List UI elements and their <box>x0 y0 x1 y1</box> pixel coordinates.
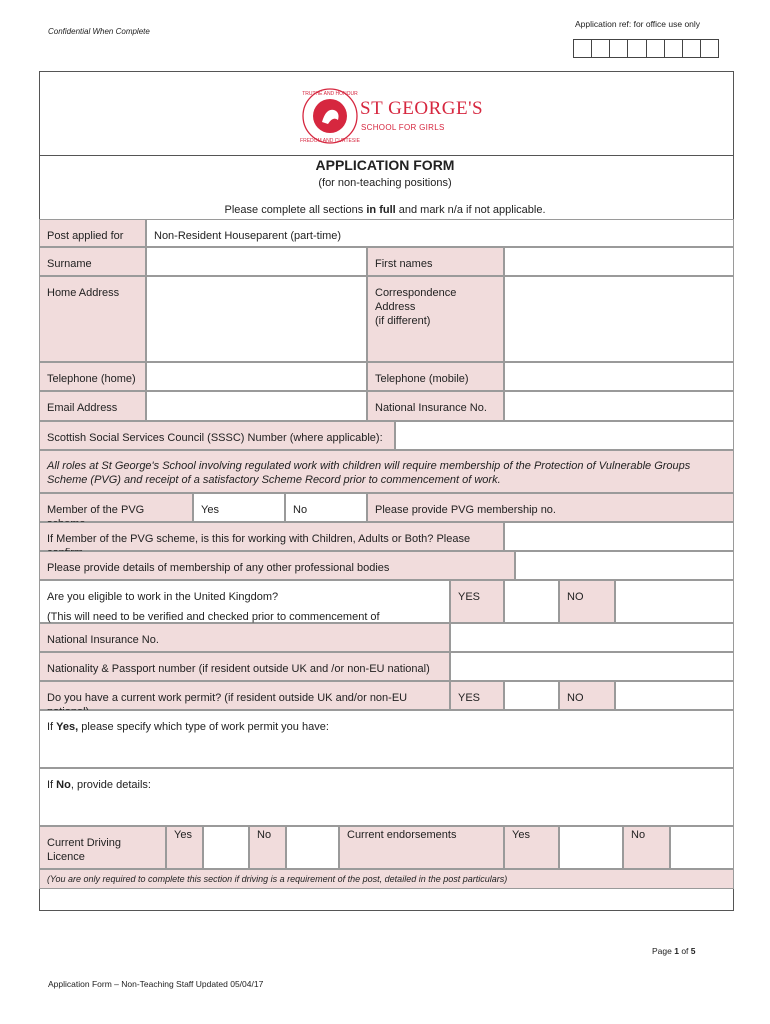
endorsements-no-label: No <box>623 826 670 869</box>
correspondence-address-label: Correspondence Address (if different) <box>367 276 504 362</box>
driving-yes-label: Yes <box>166 826 203 869</box>
eligible-yes-label: YES <box>450 580 504 623</box>
endorsements-yes-label: Yes <box>504 826 559 869</box>
ni2-label: National Insurance No. <box>39 623 450 652</box>
ref-box[interactable] <box>592 40 610 57</box>
confidential-note: Confidential When Complete <box>48 27 150 36</box>
eligible-yes-box[interactable] <box>504 580 559 623</box>
surname-label: Surname <box>39 247 146 276</box>
form-title: APPLICATION FORM <box>315 157 455 173</box>
ref-box[interactable] <box>647 40 665 57</box>
driving-no-box[interactable] <box>286 826 339 869</box>
home-address-field[interactable] <box>146 276 367 362</box>
permit-no-box[interactable] <box>615 681 734 710</box>
crest-text-top: TRUTHE AND HONOUR <box>302 91 358 97</box>
if-yes-field[interactable]: If Yes, please specify which type of work permit you have: <box>39 710 734 768</box>
email-label: Email Address <box>39 391 146 421</box>
school-crest-icon <box>300 86 360 146</box>
driving-yes-box[interactable] <box>203 826 249 869</box>
correspondence-address-field[interactable] <box>504 276 734 362</box>
eligible-no-box[interactable] <box>615 580 734 623</box>
professional-bodies-field[interactable] <box>515 551 734 580</box>
nationality-field[interactable] <box>450 652 734 681</box>
form-subtitle: (for non-teaching positions) <box>318 177 452 189</box>
crest-text-bottom: FREDOM AND CURTESIE <box>300 138 360 144</box>
nationality-label: Nationality & Passport number (if resident outside UK and /or non-EU national) <box>39 652 450 681</box>
ref-box[interactable] <box>665 40 683 57</box>
tel-mobile-label: Telephone (mobile) <box>367 362 504 391</box>
pvg-type-label: If Member of the PVG scheme, is this for working with Children, Adults or Both? Please <box>39 522 504 551</box>
first-names-field[interactable] <box>504 247 734 276</box>
ni-label: National Insurance No. <box>367 391 504 421</box>
tel-home-label: Telephone (home) <box>39 362 146 391</box>
eligible-no-label: NO <box>559 580 615 623</box>
ref-box[interactable] <box>628 40 646 57</box>
professional-bodies-label: Please provide details of membership of any other professional bodies <box>39 551 515 580</box>
first-names-label: First names <box>367 247 504 276</box>
permit-yes-box[interactable] <box>504 681 559 710</box>
school-name: ST GEORGE'S <box>360 98 484 119</box>
post-value[interactable]: Non-Resident Houseparent (part-time) <box>146 219 734 247</box>
permit-no-label: NO <box>559 681 615 710</box>
page-number: Page 1 of 5 <box>652 946 696 956</box>
post-label: Post applied for <box>39 219 146 247</box>
tel-home-field[interactable] <box>146 362 367 391</box>
ref-box[interactable] <box>683 40 701 57</box>
if-no-field[interactable]: If No, provide details: <box>39 768 734 826</box>
surname-field[interactable] <box>146 247 367 276</box>
endorsements-no-box[interactable] <box>670 826 734 869</box>
work-permit-label: Do you have a current work permit? (if resident outside UK and/or non-EU <box>39 681 450 710</box>
endorsements-yes-box[interactable] <box>559 826 623 869</box>
header-divider <box>39 155 734 156</box>
office-ref-boxes <box>573 39 719 58</box>
pvg-number-label: Please provide PVG membership no. <box>367 493 734 522</box>
sssc-label: Scottish Social Services Council (SSSC) Number (where applicable): <box>39 421 395 450</box>
email-field[interactable] <box>146 391 367 421</box>
ref-box[interactable] <box>574 40 592 57</box>
pvg-note: All roles at St George's School involving regulated work with children will require membership of the Protection of Vulnerable Groups Scheme (PVG) and receipt of a satisfactory Scheme Record prior to commencement of work. <box>39 450 734 493</box>
pvg-type-field[interactable] <box>504 522 734 551</box>
pvg-yes-option[interactable]: Yes <box>193 493 285 522</box>
pvg-member-label: Member of the PVG <box>39 493 193 522</box>
doc-info: Application Form – Non-Teaching Staff Updated 05/04/17 <box>48 979 264 989</box>
permit-yes-label: YES <box>450 681 504 710</box>
office-ref-label: Application ref: for office use only <box>575 19 701 29</box>
form-instruction: Please complete all sections in full and mark n/a if not applicable. <box>224 204 546 216</box>
sssc-field[interactable] <box>395 421 734 450</box>
school-subtitle: SCHOOL FOR GIRLS <box>361 123 445 132</box>
tel-mobile-field[interactable] <box>504 362 734 391</box>
endorsements-label: Current endorsements <box>339 826 504 869</box>
driving-note: (You are only required to complete this section if driving is a requirement of the post, detailed in the post particulars) <box>39 869 734 889</box>
ni2-field[interactable] <box>450 623 734 652</box>
home-address-label: Home Address <box>39 276 146 362</box>
pvg-no-option[interactable]: No <box>285 493 367 522</box>
ref-box[interactable] <box>610 40 628 57</box>
ref-box[interactable] <box>701 40 718 57</box>
driving-no-label: No <box>249 826 286 869</box>
eligible-label: Are you eligible to work in the United Kingdom? (This will need to be verified and checked prior to commencement of <box>39 580 450 623</box>
driving-licence-label: Current Driving Licence <box>39 826 166 869</box>
ni-field[interactable] <box>504 391 734 421</box>
